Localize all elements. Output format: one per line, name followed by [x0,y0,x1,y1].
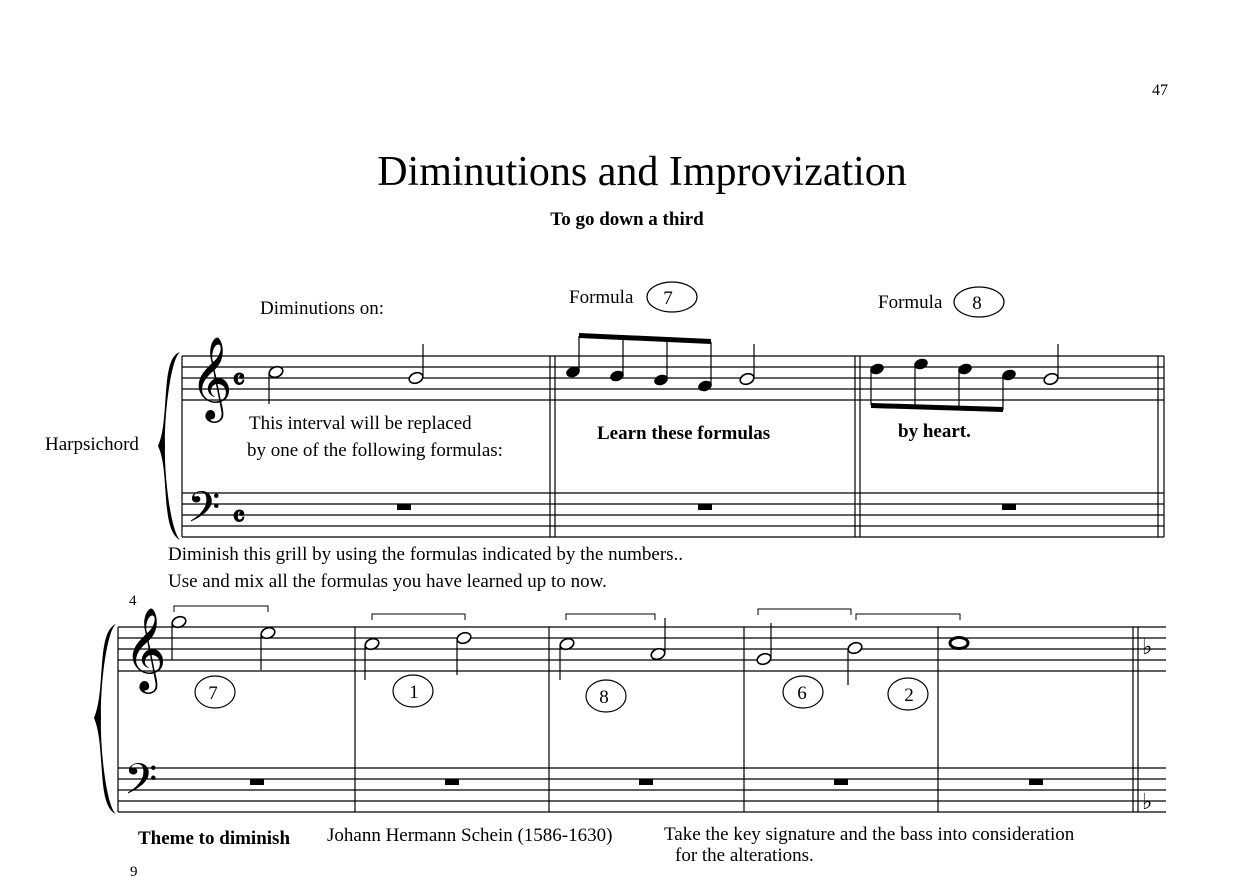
formula-number: 7 [208,683,218,704]
composer-credit: Johann Hermann Schein (1586-1630) [327,825,613,846]
bass-clef-icon: 𝄢 [124,757,158,814]
system1-brace [158,352,180,540]
formula-8-number: 8 [972,293,982,314]
page-subtitle: To go down a third [550,209,704,230]
formula-7-number: 7 [663,288,673,309]
instruction-line1: Diminish this grill by using the formulas indicated by the numbers.. [168,544,684,565]
bass-clef-icon: 𝄢 [187,485,221,542]
footer-note-line2: for the alterations. [675,845,814,866]
treble-clef-icon: 𝄞 [124,609,167,689]
formula-8-label: Formula [878,292,943,313]
common-time-icon: 𝄴 [232,501,246,534]
theme-label: Theme to diminish [138,828,291,849]
page-number: 47 [1152,82,1168,99]
system1-treble-staff [182,356,1164,400]
common-time-icon: 𝄴 [232,364,246,397]
system1-bass-staff [182,493,1164,537]
system2-bass-staff [118,768,1166,812]
flat-key-signature-icon: ♭ [1142,789,1153,814]
measure-number: 4 [129,593,137,609]
flat-key-signature-icon: ♭ [1142,634,1153,659]
interval-note-line2: by one of the following formulas: [247,440,503,461]
formula-7-label: Formula [569,287,634,308]
page-title: Diminutions and Improvization [377,149,907,195]
learn-formulas-text: Learn these formulas [597,423,771,444]
formula-number: 8 [599,687,609,708]
by-heart-text: by heart. [898,421,971,442]
treble-clef-icon: 𝄞 [190,338,233,418]
footer-note-line1: Take the key signature and the bass into consideration [664,824,1075,845]
formula-number: 2 [904,685,914,706]
formula-number: 1 [409,682,419,703]
formula-number: 6 [797,683,807,704]
instruction-line2: Use and mix all the formulas you have learned up to now. [168,571,607,592]
next-measure-number: 9 [130,864,138,880]
formula-brackets [174,606,960,620]
interval-note-line1: This interval will be replaced [249,413,472,434]
diminutions-label: Diminutions on: [260,298,385,319]
system2-brace [94,624,116,814]
instrument-name: Harpsichord [45,434,139,455]
